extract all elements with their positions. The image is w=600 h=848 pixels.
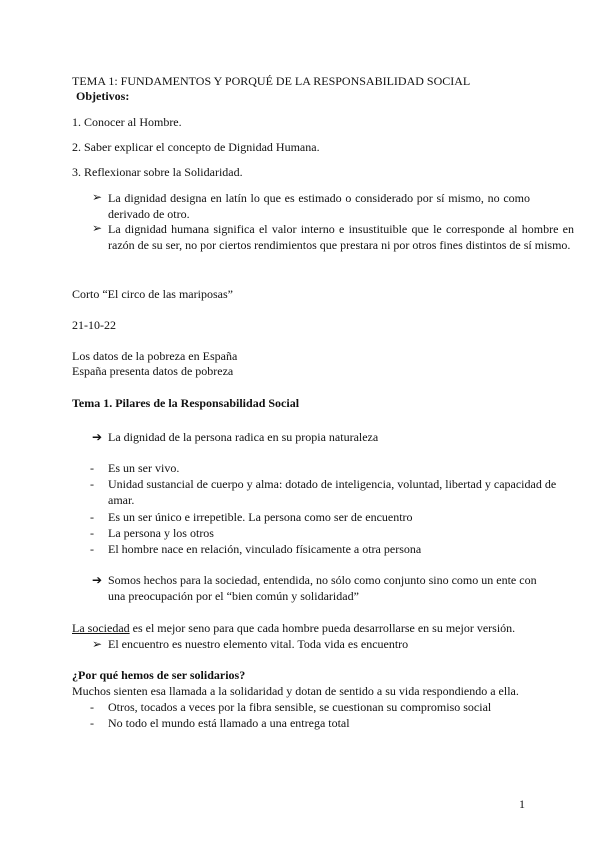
dash-item-2: Unidad sustancial de cuerpo y alma: dotado de inteligencia, voluntad, libertad y capacidad de amar. xyxy=(108,477,557,507)
short-film: Corto “El circo de las mariposas” xyxy=(72,287,233,301)
dash-item-5: El hombre nace en relación, vinculado físicamente a otra persona xyxy=(108,542,422,556)
dash-item-3: Es un ser único e irrepetible. La persona como ser de encuentro xyxy=(108,510,413,524)
triangle-arrow-icon: ➢ xyxy=(91,221,103,235)
objective-2: 2. Saber explicar el concepto de Dignidad Humana. xyxy=(72,140,320,154)
triangle-arrow-icon: ➢ xyxy=(91,637,103,651)
why-dash-2: No todo el mundo está llamado a una entrega total xyxy=(108,716,350,730)
objective-3: 3. Reflexionar sobre la Solidaridad. xyxy=(72,165,243,179)
section-heading: Tema 1. Pilares de la Responsabilidad Social xyxy=(72,396,300,410)
objective-1: 1. Conocer al Hombre. xyxy=(72,115,182,129)
society-rest: es el mejor seno para que cada hombre pueda desarrollarse en su mejor versión. xyxy=(129,621,516,635)
encounter-bullet: El encuentro es nuestro elemento vital. Toda vida es encuentro xyxy=(108,637,409,651)
dash-item-4: La persona y los otros xyxy=(108,526,214,540)
right-arrow-icon: ➔ xyxy=(91,573,103,587)
dignity-bullet-2: La dignidad humana significa el valor interno e insustituible que le corresponde al hombre en razón de su ser, no por ciertos rendimientos que prestara ni por otros fines distintos de sí mismo. xyxy=(108,222,574,252)
dash-icon: - xyxy=(90,542,94,556)
why-dash-1: Otros, tocados a veces por la fibra sensible, se cuestionan su compromiso social xyxy=(108,700,492,714)
dash-icon: - xyxy=(90,700,94,714)
right-arrow-icon: ➔ xyxy=(91,430,103,444)
date: 21-10-22 xyxy=(72,318,116,332)
triangle-arrow-icon: ➢ xyxy=(91,190,103,204)
objectives-heading: Objetivos: xyxy=(76,89,130,103)
dash-item-1: Es un ser vivo. xyxy=(108,461,180,475)
poverty-line-1: Los datos de la pobreza en España xyxy=(72,349,238,363)
dash-icon: - xyxy=(90,477,94,491)
dash-icon: - xyxy=(90,461,94,475)
page-number: 1 xyxy=(519,797,525,811)
poverty-line-2: España presenta datos de pobreza xyxy=(72,364,234,378)
society-underlined: La sociedad xyxy=(72,621,130,635)
arrow-point-1: La dignidad de la persona radica en su propia naturaleza xyxy=(108,430,379,444)
page-title: TEMA 1: FUNDAMENTOS Y PORQUÉ DE LA RESPONSABILIDAD SOCIAL xyxy=(72,74,471,88)
dash-icon: - xyxy=(90,526,94,540)
arrow-point-2: Somos hechos para la sociedad, entendida, no sólo como conjunto sino como un ente con una preocupación por el “bien común y solidaridad” xyxy=(108,573,537,603)
society-line xyxy=(72,621,515,636)
dash-icon: - xyxy=(90,510,94,524)
dignity-bullet-1: La dignidad designa en latín lo que es estimado o considerado por sí mismo, no como derivado de otro. xyxy=(108,191,530,221)
dash-icon: - xyxy=(90,716,94,730)
why-heading: ¿Por qué hemos de ser solidarios? xyxy=(72,668,246,682)
why-text: Muchos sienten esa llamada a la solidaridad y dotan de sentido a su vida respondiendo a ella. xyxy=(72,684,519,698)
